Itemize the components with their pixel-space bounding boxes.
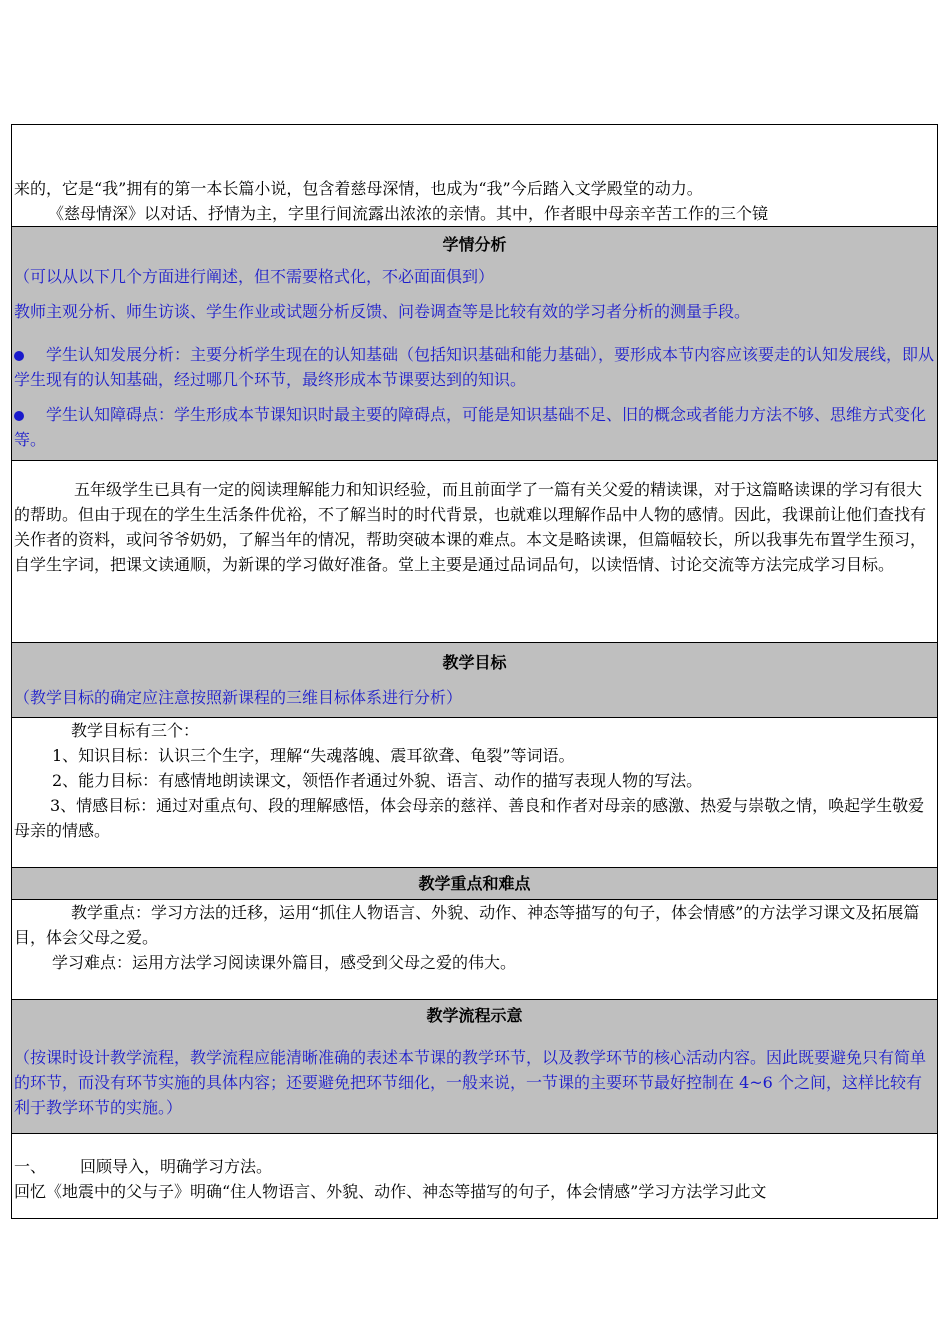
learner-body-cell xyxy=(12,461,937,643)
flow-note: （按课时设计教学流程，教学流程应能清晰准确的表述本节课的教学环节，以及教学环节的核心活动内容。因此既要避免只有简单的环节，而没有环节实施的具体内容；还要避免把环节细化，一般来说，一节课的主要环节最好控制在 4~6 个之间，这样比较有利于教学环节的实施。） xyxy=(14,1048,927,1117)
learner-bullet-1 xyxy=(14,342,935,392)
bullet-icon xyxy=(14,411,24,421)
learner-note: （可以从以下几个方面进行阐述，但不需要格式化，不必面面俱到） xyxy=(14,267,495,286)
learner-bullet-1-text: 学生认知发展分析：主要分析学生现在的认知基础（包括知识基础和能力基础），要形成本节内容应该要走的认知发展线，即从学生现有的认知基础，经过哪几个环节，最终形成本节课要达到的知识。 xyxy=(14,345,935,389)
keypoints-body-cell xyxy=(12,900,937,1000)
learner-bullet-2-text: 学生认知障碍点：学生形成本节课知识时最主要的障碍点，可能是知识基础不足、旧的概念或者能力方法不够、思维方式变化等。 xyxy=(14,405,927,449)
goal-1: 1、知识目标：认识三个生字，理解“失魂落魄、震耳欲聋、龟裂”等词语。 xyxy=(52,746,575,765)
goals-note: （教学目标的确定应注意按照新课程的三维目标体系进行分析） xyxy=(14,688,463,707)
goals-title: 教学目标 xyxy=(442,653,507,672)
flow-step-1-number: 一、 xyxy=(14,1157,47,1176)
goals-intro: 教学目标有三个： xyxy=(71,721,200,740)
goal-3: 3、情感目标：通过对重点句、段的理解感悟，体会母亲的慈祥、善良和作者对母亲的感激、热爱与崇敬之情，唤起学生敬爱母亲的情感。 xyxy=(14,796,925,840)
flow-step-1-body: 回忆《地震中的父与子》明确“住人物语言、外貌、动作、神态等描写的句子，体会情感”学习方法学习此文 xyxy=(14,1182,767,1201)
key-focus: 教学重点：学习方法的迁移，运用“抓住人物语言、外貌、动作、神态等描写的句子，体会情感”的方法学习课文及拓展篇目，体会父母之爱。 xyxy=(14,903,920,947)
learner-methods: 教师主观分析、师生访谈、学生作业或试题分析反馈、问卷调查等是比较有效的学习者分析的测量手段。 xyxy=(14,302,751,321)
key-difficulty: 学习难点：运用方法学习阅读课外篇目，感受到父母之爱的伟大。 xyxy=(52,953,517,972)
learner-bullet-2 xyxy=(14,402,935,452)
intro-line-1: 来的，它是“我”拥有的第一本长篇小说，包含着慈母深情，也成为“我”今后踏入文学殿堂的动力。 xyxy=(14,179,703,198)
lesson-plan-table xyxy=(11,124,938,1219)
flow-step-1 xyxy=(14,1154,935,1179)
learner-analysis-section xyxy=(12,227,937,461)
goals-body-cell xyxy=(12,718,937,868)
goal-2: 2、能力目标：有感情地朗读课文，领悟作者通过外貌、语言、动作的描写表现人物的写法。 xyxy=(52,771,703,790)
intro-cell xyxy=(12,125,937,227)
flow-step-1-title: 回顾导入，明确学习方法。 xyxy=(80,1157,273,1176)
flow-title: 教学流程示意 xyxy=(426,1006,523,1025)
bullet-icon xyxy=(14,351,24,361)
learner-body: 五年级学生已具有一定的阅读理解能力和知识经验，而且前面学了一篇有关父爱的精读课，对于这篇略读课的学习有很大的帮助。但由于现在的学生生活条件优裕，不了解当时的时代背景，也就难以理解作品中人物的感情。因此，我课前让他们查找有关作者的资料，或问爷爷奶奶，了解当年的情况，帮助突破本课的难点。本文是略读课，但篇幅较长，所以我事先布置学生预习，自学生字词，把课文读通顺，为新课的学习做好准备。堂上主要是通过品词品句，以读悟情、讨论交流等方法完成学习目标。 xyxy=(14,480,927,574)
keypoints-title: 教学重点和难点 xyxy=(418,874,531,893)
flow-body-cell xyxy=(12,1134,937,1218)
intro-line-2: 《慈母情深》以对话、抒情为主，字里行间流露出浓浓的亲情。其中，作者眼中母亲辛苦工作的三个镜 xyxy=(48,204,769,223)
goals-section xyxy=(12,643,937,718)
keypoints-section xyxy=(12,868,937,900)
flow-section xyxy=(12,1000,937,1134)
learner-analysis-title: 学情分析 xyxy=(442,235,507,254)
